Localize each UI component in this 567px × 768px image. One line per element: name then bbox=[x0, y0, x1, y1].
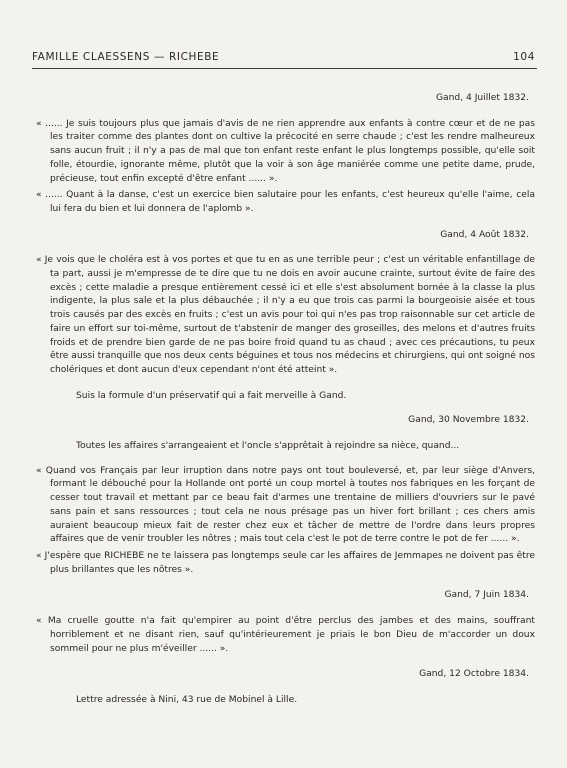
letter-date: Gand, 30 Novembre 1832. bbox=[408, 415, 529, 426]
running-title: FAMILLE CLAESSENS — RICHEBE bbox=[32, 51, 220, 63]
quoted-paragraph: « ...... Quant à la danse, c'est un exercice bien salutaire pour les enfants, c'est heureux qu'elle l'aime, cela lui fera du bien et lui donnera de l'aplomb ». bbox=[36, 190, 535, 214]
narrative-paragraph: Lettre adressée à Nini, 43 rue de Mobinel à Lille. bbox=[76, 694, 298, 705]
header-rule bbox=[32, 68, 537, 69]
letter-excerpts bbox=[36, 92, 535, 719]
letter-date: Gand, 7 Juin 1834. bbox=[444, 590, 529, 601]
quoted-paragraph: « Je vois que le choléra est à vos portes et que tu en as une terrible peur ; c'est un véritable enfantillage de ta part, aussi je m'empresse de te dire que tu ne dois en avoir aucune crainte, surtout évite de faire des excès ; cette maladie a presque entièrement cessé ici et elle s'est absolument bornée à la classe la plus indigente, la plus sale et la plus débauchée ; il n'y a eu que trois cas parmi la bourgeoisie aisée et tous trois causés par des excès en fruits ; c'est un avis pour toi qui n'es pas trop raisonnable sur cet article de faire un effort sur toi-même, surtout de t'abstenir de manger des groseilles, des melons et d'autres fruits froids et de prendre bien garde de ne pas boire froid quand tu as chaud ; avec ces précautions, tu peux être aussi tranquille que nos deux cents béguines et tous nos médecins et chirurgiens, qui ont soigné nos cholériques et dont aucun d'eux cependant n'ont été atteint ». bbox=[36, 255, 535, 375]
letter-date: Gand, 12 Octobre 1834. bbox=[419, 669, 529, 680]
quoted-paragraph: « Ma cruelle goutte n'a fait qu'empirer au point d'être perclus des jambes et des mains, souffrant horriblement et ne disant rien, sauf qu'intérieurement je priais le bon Dieu de m'accorder un doux sommeil pour ne plus m'éveiller ...... ». bbox=[36, 616, 535, 654]
page-header bbox=[32, 51, 535, 63]
quoted-paragraph: « Quand vos Français par leur irruption dans notre pays ont tout bouleversé, et, par leur siège d'Anvers, formant le débouché pour la Hollande ont porté un coup mortel à toutes nos fabriques en les forçant de cesser tout travail et mettant par ce beau fait d'armes une trentaine de milliers d'ouvriers sur le pavé sans pain et sans ressources ; tout cela ne nous présage pas un hiver fort brillant ; ces chers amis auraient beaucoup mieux fait de rester chez eux et tâcher de mettre de l'ordre dans leurs propres affaires que de venir troubler les nôtres ; mais tout cela c'est le pot de terre contre le pot de fer ...... ». bbox=[36, 465, 535, 545]
narrative-paragraph: Toutes les affaires s'arrangeaient et l'oncle s'apprêtait à rejoindre sa nièce, quand... bbox=[76, 441, 460, 452]
page-number: 104 bbox=[513, 51, 535, 63]
narrative-paragraph: Suis la formule d'un préservatif qui a fait merveille à Gand. bbox=[76, 390, 347, 401]
letter-date: Gand, 4 Juillet 1832. bbox=[435, 93, 529, 103]
letter-date: Gand, 4 Août 1832. bbox=[440, 229, 529, 240]
quoted-paragraph: « J'espère que RICHEBE ne te laissera pas longtemps seule car les affaires de Jemmapes ne doivent pas être plus brillantes que les nôtres ». bbox=[36, 550, 535, 575]
quoted-paragraph: « ...... Je suis toujours plus que jamais d'avis de ne rien apprendre aux enfants à contre cœur et de ne pas les traiter comme des plantes dont on cultive la précocité en serre chaude ; c'est les rendre malheureux sans aucun fruit ; il n'y a pas de mal que ton enfant reste enfant le plus longtemps possible, qu'elle soit folle, étourdie, ignorante même, plutôt que la voir à son âge maniérée comme une petite dame, prude, précieuse, tout enfin excepté d'être enfant ...... ». bbox=[36, 118, 535, 184]
